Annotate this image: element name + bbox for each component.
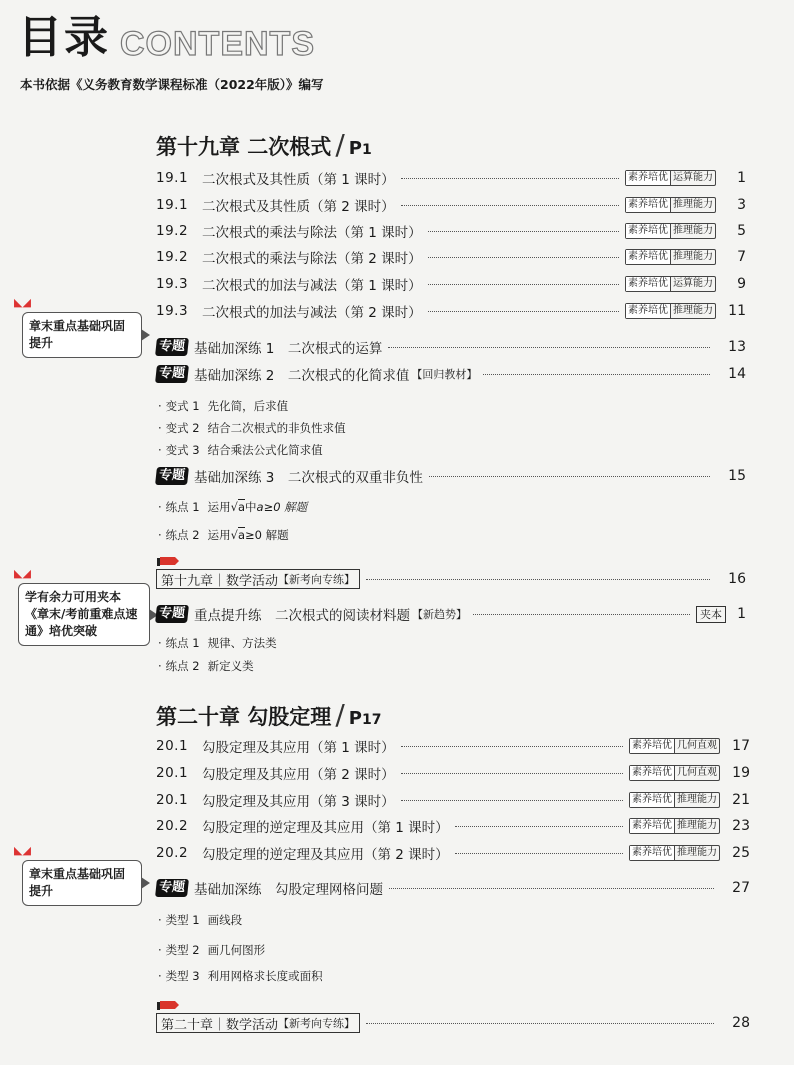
page-subtitle: 本书依据《义务教育数学课程标准（2022年版）》编写 xyxy=(20,77,324,92)
spark-icon: ◣◢ xyxy=(14,567,31,580)
sub-item: · 类型 1 画线段 xyxy=(158,913,243,927)
lesson-title: 二次根式的加法与减法（第 2 课时） xyxy=(202,305,422,321)
toc-topic[interactable] xyxy=(156,363,746,385)
lesson-title: 二次根式及其性质（第 2 课时） xyxy=(202,199,395,215)
toc-lesson[interactable]: 19.1 二次根式及其性质（第 1 课时） 素养培优 运算能力 1 xyxy=(156,170,746,188)
topic-badge: 专题 xyxy=(155,467,189,485)
skill-tag: 素养培优 推理能力 xyxy=(625,197,716,213)
toc-lesson[interactable]: 20.2 勾股定理的逆定理及其应用（第 1 课时） 素养培优 推理能力 23 xyxy=(156,818,750,836)
sub-item: · 练点 2 新定义类 xyxy=(158,659,254,673)
page-title: 目录 xyxy=(18,12,110,63)
skill-tag: 素养培优 推理能力 xyxy=(629,845,720,861)
topic-badge: 专题 xyxy=(155,365,189,383)
page-number: 14 xyxy=(728,366,746,382)
topic-title: 基础加深练 3 二次根式的双重非负性 xyxy=(194,470,423,486)
toc-lesson[interactable]: 20.1 勾股定理及其应用（第 2 课时） 素养培优 几何直观 19 xyxy=(156,765,750,783)
slash-divider: / xyxy=(335,128,345,161)
topic-note: 【新趋势】 xyxy=(412,608,468,621)
toc-topic[interactable] xyxy=(156,336,746,358)
lesson-title: 二次根式的乘法与除法（第 1 课时） xyxy=(202,225,422,241)
lesson-title: 勾股定理及其应用（第 2 课时） xyxy=(202,767,395,783)
sub-item: · 练点 1 运用√a中a≥0 解题 xyxy=(158,500,308,514)
topic-title: 重点提升练 二次根式的阅读材料题 xyxy=(194,608,411,624)
page-number: 19 xyxy=(732,765,750,781)
sub-item: · 变式 3 结合乘法公式化简求值 xyxy=(158,443,323,457)
sub-item: · 类型 3 利用网格求长度或面积 xyxy=(158,969,323,983)
skill-tag: 素养培优 推理能力 xyxy=(625,303,716,319)
chapter-name: 第十九章 二次根式 xyxy=(156,135,332,159)
callout-review: 章末重点基础巩固提升 xyxy=(22,312,142,358)
topic-badge: 专题 xyxy=(155,879,189,897)
skill-tag: 素养培优 推理能力 xyxy=(625,223,716,239)
toc-topic[interactable] xyxy=(156,465,746,487)
page-number: 15 xyxy=(728,468,746,484)
chapter-name: 第二十章 勾股定理 xyxy=(156,705,332,729)
sub-item: · 类型 2 画几何图形 xyxy=(158,943,266,957)
topic-badge: 专题 xyxy=(155,338,189,356)
page-number: 3 xyxy=(737,197,746,213)
skill-tag: 素养培优 几何直观 xyxy=(629,738,720,754)
slash-divider: / xyxy=(335,698,345,731)
lesson-title: 二次根式的加法与减法（第 1 课时） xyxy=(202,278,422,294)
lesson-title: 勾股定理及其应用（第 3 课时） xyxy=(202,794,395,810)
page-number: 21 xyxy=(732,792,750,808)
sub-item: · 变式 2 结合二次根式的非负性求值 xyxy=(158,421,346,435)
skill-tag: 素养培优 推理能力 xyxy=(629,792,720,808)
chapter-page: P17 xyxy=(348,708,382,729)
skill-tag: 素养培优 推理能力 xyxy=(629,818,720,834)
activity-box: 第二十章｜数学活动 【新考向专练】 xyxy=(156,1013,360,1033)
lesson-title: 勾股定理的逆定理及其应用（第 2 课时） xyxy=(202,847,449,863)
sub-item: · 练点 2 运用√a≥0 解题 xyxy=(158,528,289,542)
sub-item: · 练点 1 规律、方法类 xyxy=(158,636,277,650)
chapter-title[interactable] xyxy=(156,130,372,165)
skill-tag: 素养培优 运算能力 xyxy=(625,170,716,186)
toc-lesson[interactable]: 20.1 勾股定理及其应用（第 3 课时） 素养培优 推理能力 21 xyxy=(156,792,750,810)
topic-title: 基础加深练 1 二次根式的运算 xyxy=(194,341,383,357)
page-number: 13 xyxy=(728,339,746,355)
spark-icon: ◣◢ xyxy=(14,844,31,857)
topic-title: 基础加深练 2 二次根式的化简求值 xyxy=(194,368,410,384)
topic-title: 基础加深练 勾股定理网格问题 xyxy=(194,882,384,898)
toc-lesson[interactable]: 19.2 二次根式的乘法与除法（第 1 课时） 素养培优 推理能力 5 xyxy=(156,223,746,241)
activity-box: 第十九章｜数学活动 【新考向专练】 xyxy=(156,569,360,589)
insert-tag: 夹本 xyxy=(696,606,726,623)
flag-icon xyxy=(157,1000,179,1010)
spark-icon: ◣◢ xyxy=(14,296,31,309)
page-number: 5 xyxy=(737,223,746,239)
skill-tag: 素养培优 推理能力 xyxy=(625,249,716,265)
flag-icon xyxy=(157,556,179,566)
page-number: 11 xyxy=(728,303,746,319)
page-number: 17 xyxy=(732,738,750,754)
page-number: 16 xyxy=(728,571,746,587)
chapter-title[interactable] xyxy=(156,700,381,735)
sub-item: · 变式 1 先化简，后求值 xyxy=(158,399,289,413)
page-number: 25 xyxy=(732,845,750,861)
lesson-title: 二次根式及其性质（第 1 课时） xyxy=(202,172,395,188)
toc-activity[interactable] xyxy=(156,1012,750,1034)
page-number: 28 xyxy=(732,1015,750,1031)
page-title-en: CONTENTS xyxy=(120,25,315,63)
toc-topic[interactable] xyxy=(156,603,746,625)
toc-topic[interactable] xyxy=(156,877,750,899)
skill-tag: 素养培优 几何直观 xyxy=(629,765,720,781)
topic-note: 【回归教材】 xyxy=(411,368,478,381)
chapter-page: P1 xyxy=(348,138,372,159)
toc-lesson[interactable]: 20.1 勾股定理及其应用（第 1 课时） 素养培优 几何直观 17 xyxy=(156,738,750,756)
skill-tag: 素养培优 运算能力 xyxy=(625,276,716,292)
page-number: 1 xyxy=(737,606,746,622)
topic-badge: 专题 xyxy=(155,605,189,623)
toc-lesson[interactable]: 19.1 二次根式及其性质（第 2 课时） 素养培优 推理能力 3 xyxy=(156,197,746,215)
page-number: 23 xyxy=(732,818,750,834)
page-number: 9 xyxy=(737,276,746,292)
page-number: 27 xyxy=(732,880,750,896)
toc-activity[interactable] xyxy=(156,568,746,590)
lesson-title: 勾股定理的逆定理及其应用（第 1 课时） xyxy=(202,820,449,836)
callout-review: 章末重点基础巩固提升 xyxy=(22,860,142,906)
toc-lesson[interactable]: 19.3 二次根式的加法与减法（第 1 课时） 素养培优 运算能力 9 xyxy=(156,276,746,294)
toc-lesson[interactable]: 19.2 二次根式的乘法与除法（第 2 课时） 素养培优 推理能力 7 xyxy=(156,249,746,267)
lesson-title: 二次根式的乘法与除法（第 2 课时） xyxy=(202,251,422,267)
callout-extension: 学有余力可用夹本《章末/考前重难点速通》培优突破 xyxy=(18,583,150,646)
toc-lesson[interactable]: 20.2 勾股定理的逆定理及其应用（第 2 课时） 素养培优 推理能力 25 xyxy=(156,845,750,863)
page-number: 1 xyxy=(737,170,746,186)
lesson-title: 勾股定理及其应用（第 1 课时） xyxy=(202,740,395,756)
toc-lesson[interactable]: 19.3 二次根式的加法与减法（第 2 课时） 素养培优 推理能力 11 xyxy=(156,303,746,321)
page-number: 7 xyxy=(737,249,746,265)
